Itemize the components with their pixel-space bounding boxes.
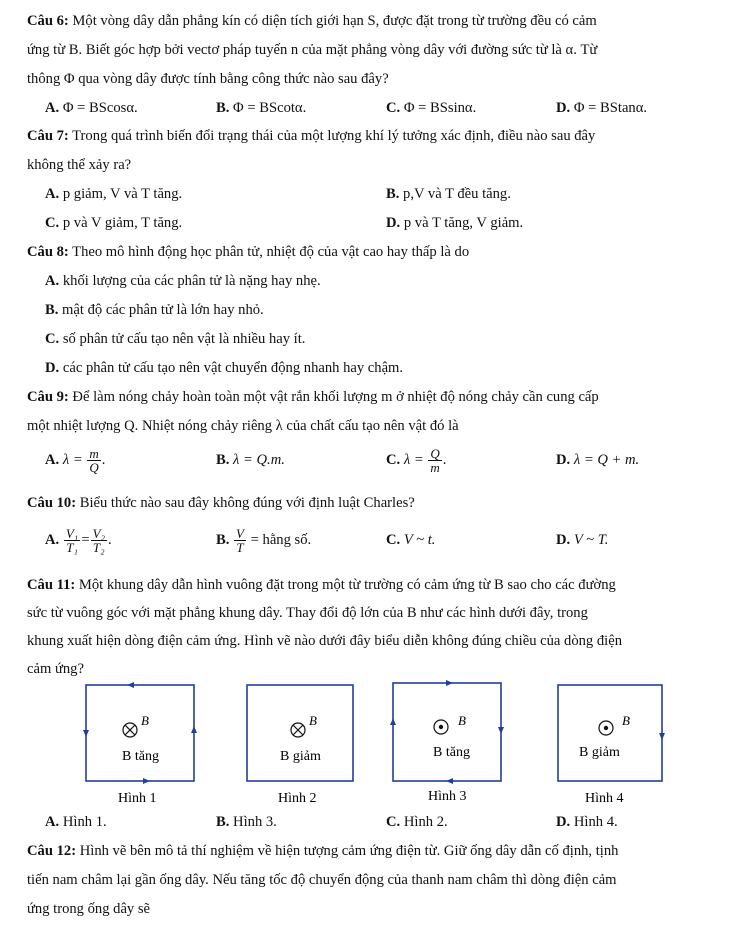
q11-option-c[interactable]: C. Hình 2.	[386, 814, 448, 830]
fig3-b-label: B	[458, 713, 466, 728]
q7-title: Câu 7:	[27, 128, 69, 144]
arrow-icon	[83, 730, 89, 737]
q12-line2: tiến nam châm lại gần ống dây. Nếu tăng tốc độ chuyển động của thanh nam châm thì dòng điện cảm	[27, 872, 617, 888]
q9-line2: một nhiệt lượng Q. Nhiệt nóng chảy riêng λ của chất cấu tạo nên vật đó là	[27, 418, 459, 434]
q6-line3: thông Φ qua vòng dây được tính bằng công thức nào sau đây?	[27, 71, 389, 87]
q9-option-a[interactable]: A. λ = $\frac{m}{Q}$ .	[45, 446, 106, 476]
figure-4	[558, 685, 665, 806]
fig2-state: B giảm	[280, 749, 321, 764]
figure-2	[247, 685, 353, 806]
figure-3	[390, 680, 504, 804]
q12-title: Câu 12:	[27, 843, 77, 859]
q9-option-c[interactable]: C. λ = $\frac{Q}{m}$ .	[386, 446, 447, 476]
fig2-b-label: B	[309, 713, 317, 728]
q11-figures	[0, 675, 753, 810]
q9-option-d[interactable]: D. λ = Q + m.	[556, 452, 640, 468]
arrow-icon	[498, 727, 504, 734]
q11-title: Câu 11:	[27, 577, 76, 593]
q6-option-d[interactable]: D. Φ = BStanα.	[556, 100, 648, 116]
figure-1	[83, 682, 197, 806]
q10-option-b[interactable]: B. $\frac{V}{T}$ = hằng số.	[216, 526, 312, 556]
q6-text1: Một vòng dây dẫn phẳng kín có diện tích giới hạn S, được đặt trong từ trường đều có cảm	[72, 13, 597, 29]
q8-option-a[interactable]: A. khối lượng của các phân tử là nặng hay nhẹ.	[45, 273, 321, 289]
q11-option-a[interactable]: A. Hình 1.	[45, 814, 107, 830]
q6-title: Câu 6:	[27, 13, 69, 29]
q10-line1	[27, 494, 415, 512]
q10-option-c[interactable]: C. V ~ t.	[386, 532, 436, 548]
fig3-state: B tăng	[433, 745, 470, 760]
loop-3	[393, 683, 501, 781]
q11-text1: Một khung dây dẫn hình vuông đặt trong một từ trường có cảm ứng từ B sao cho các đường	[78, 577, 616, 593]
q8-text1: Theo mô hình động học phân tử, nhiệt độ của vật cao hay thấp là do	[72, 244, 470, 260]
q8-option-b[interactable]: B. mật độ các phân tử là lớn hay nhỏ.	[45, 302, 264, 318]
q9-option-b[interactable]: B. λ = Q.m.	[216, 452, 285, 468]
q7-option-d[interactable]: D. p và T tăng, V giảm.	[386, 215, 524, 231]
q7-option-c[interactable]: C. p và V giảm, T tăng.	[45, 215, 183, 231]
q8-line1	[27, 243, 469, 261]
arrow-icon	[659, 733, 665, 740]
q11-option-b[interactable]: B. Hình 3.	[216, 814, 277, 830]
q10-option-d[interactable]: D. V ~ T.	[556, 532, 609, 548]
q7-line1	[27, 127, 595, 145]
arrow-icon	[191, 726, 197, 733]
q8-option-d[interactable]: D. các phân tử cấu tạo nên vật chuyển động nhanh hay chậm.	[45, 360, 404, 376]
q6-option-b[interactable]: B. Φ = BScotα.	[216, 100, 307, 116]
q8-option-c[interactable]: C. số phân tử cấu tạo nên vật là nhiều hay ít.	[45, 331, 306, 347]
q12-line3: ứng trong ống dây sẽ	[27, 901, 151, 917]
fig3-caption: Hình 3	[428, 789, 467, 804]
fig4-state: B giảm	[579, 745, 620, 760]
q7-text1: Trong quá trình biến đổi trạng thái của một lượng khí lý tưởng xác định, điều nào sau đây	[72, 128, 596, 144]
q7-option-b[interactable]: B. p,V và T đều tăng.	[386, 186, 511, 202]
q9-title: Câu 9:	[27, 389, 69, 405]
q6-option-a[interactable]: A. Φ = BScosα.	[45, 100, 138, 116]
fig1-caption: Hình 1	[118, 791, 157, 806]
q11-line2: sức từ vuông góc với mặt phẳng khung dây. Thay đổi độ lớn của B như các hình dưới đây, trong	[27, 605, 588, 621]
q11-line1	[27, 576, 616, 594]
q6-option-c[interactable]: C. Φ = BSsinα.	[386, 100, 477, 116]
arrow-icon	[127, 682, 134, 688]
q8-title: Câu 8:	[27, 244, 69, 260]
q11-line3: khung xuất hiện dòng điện cảm ứng. Hình vẽ nào dưới đây biểu diễn không đúng chiều của dòng điện	[27, 633, 623, 649]
loop-1	[86, 685, 194, 781]
q10-text1: Biểu thức nào sau đây không đúng với định luật Charles?	[79, 495, 415, 511]
q11-line4: cảm ứng?	[27, 661, 84, 677]
q11-option-d[interactable]: D. Hình 4.	[556, 814, 618, 830]
arrow-icon	[143, 778, 150, 784]
arrow-icon	[390, 718, 396, 725]
q9-line1	[27, 388, 599, 406]
fig1-b-label: B	[141, 713, 149, 728]
q7-line2: không thể xảy ra?	[27, 157, 132, 173]
q6-line1	[27, 12, 597, 30]
arrow-icon	[446, 778, 453, 784]
q10-title: Câu 10:	[27, 495, 77, 511]
q6-line2: ứng từ B. Biết góc hợp bởi vectơ pháp tuyến n của mặt phẳng vòng dây với đường sức từ là α. Từ	[27, 42, 598, 58]
q7-option-a[interactable]: A. p giảm, V và T tăng.	[45, 186, 183, 202]
q12-line1	[27, 842, 618, 860]
fig4-caption: Hình 4	[585, 791, 624, 806]
q10-option-a[interactable]: A. $\frac{\text{V₁}}{\text{T₁}}$ = $\frac{\text{V₂}}{\text{T₂}}$ .	[45, 526, 112, 556]
fig2-caption: Hình 2	[278, 791, 317, 806]
q9-text1: Để làm nóng chảy hoàn toàn một vật rắn khối lượng m ở nhiệt độ nóng chảy cần cung cấp	[72, 389, 599, 405]
q12-text1: Hình vẽ bên mô tả thí nghiệm về hiện tượng cảm ứng điện từ. Giữ ống dây dẫn cố định, tịnh	[79, 843, 619, 859]
loop-2	[247, 685, 353, 781]
fig4-b-label: B	[622, 713, 630, 728]
fig1-state: B tăng	[122, 749, 159, 764]
arrow-icon	[446, 680, 453, 686]
